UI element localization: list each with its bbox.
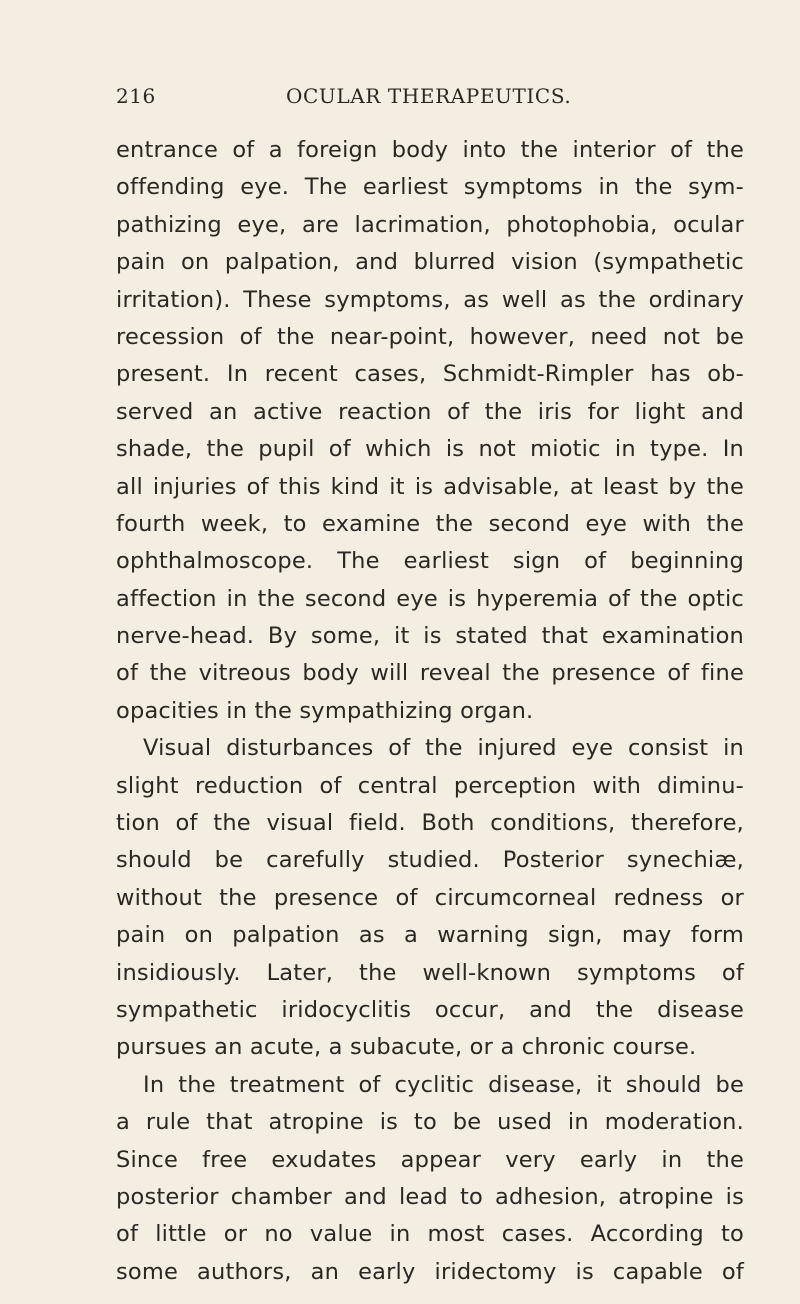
text-line: without the presence of circumcorneal redness or	[116, 884, 744, 911]
text-line: Visual disturbances of the injured eye consist in	[143, 735, 744, 762]
text-line: pursues an acute, a subacute, or a chronic course.	[116, 1034, 697, 1061]
text-line: posterior chamber and lead to adhesion, atropine is	[116, 1183, 744, 1210]
text-line: a rule that atropine is to be used in moderation.	[116, 1109, 744, 1136]
text-line: shade, the pupil of which is not miotic in type. In	[116, 436, 744, 463]
running-head: OCULAR THERAPEUTICS.	[286, 84, 572, 108]
page-number: 216	[116, 84, 156, 108]
text-line: slight reduction of central perception with diminu-	[116, 772, 744, 799]
text-line: should be carefully studied. Posterior synechiæ,	[116, 847, 744, 874]
text-line: nerve-head. By some, it is stated that examination	[116, 623, 744, 650]
text-line: pain on palpation, and blurred vision (sympathetic	[116, 249, 744, 276]
text-line: of the vitreous body will reveal the presence of fine	[116, 660, 744, 687]
text-line: pain on palpation as a warning sign, may form	[116, 922, 744, 949]
text-line: sympathetic iridocyclitis occur, and the disease	[116, 996, 744, 1023]
text-line: ophthalmoscope. The earliest sign of beginning	[116, 548, 744, 575]
text-line: of little or no value in most cases. According to	[116, 1221, 744, 1248]
text-line: tion of the visual field. Both conditions, therefore,	[116, 810, 744, 837]
text-line: present. In recent cases, Schmidt-Rimpler has ob-	[116, 361, 744, 388]
text-line: insidiously. Later, the well-known symptoms of	[116, 959, 744, 986]
text-line: In the treatment of cyclitic disease, it should be	[143, 1071, 744, 1098]
text-line: all injuries of this kind it is advisable, at least by the	[116, 473, 744, 500]
text-line: opacities in the sympathizing organ.	[116, 697, 534, 724]
text-line: some authors, an early iridectomy is capable of	[116, 1258, 744, 1285]
text-line: fourth week, to examine the second eye with the	[116, 510, 744, 537]
text-line: offending eye. The earliest symptoms in the sym-	[116, 174, 744, 201]
text-line: affection in the second eye is hyperemia of the optic	[116, 585, 744, 612]
page-header	[116, 84, 744, 114]
text-line: entrance of a foreign body into the interior of the	[116, 137, 744, 163]
body-text	[116, 132, 744, 1291]
text-line: recession of the near-point, however, need not be	[116, 323, 744, 350]
text-line: pathizing eye, are lacrimation, photophobia, ocular	[116, 211, 744, 238]
text-line: irritation). These symptoms, as well as the ordinary	[116, 286, 744, 313]
text-line: Since free exudates appear very early in the	[116, 1146, 744, 1173]
text-line: served an active reaction of the iris for light and	[116, 398, 744, 425]
